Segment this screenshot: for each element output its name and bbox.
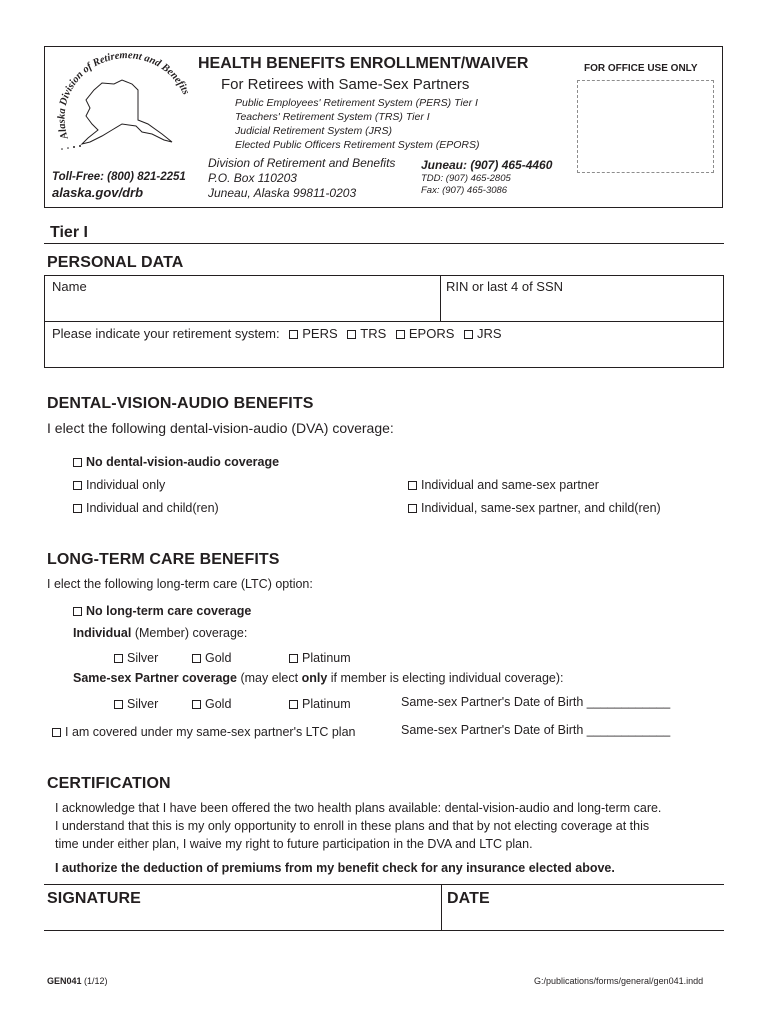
dva-heading: DENTAL-VISION-AUDIO BENEFITS	[47, 395, 314, 412]
partner-dob-field[interactable]: Same-sex Partner's Date of Birth ____________	[401, 695, 671, 709]
address-line: Division of Retirement and Benefits	[208, 156, 396, 170]
name-field[interactable]: Name	[52, 279, 87, 294]
dva-individual-partner-checkbox[interactable]: Individual and same-sex partner	[408, 478, 599, 492]
office-use-label: FOR OFFICE USE ONLY	[584, 63, 698, 74]
seal-text: Alaska Division of Retirement and Benefits	[56, 50, 192, 141]
alaska-seal-icon	[52, 50, 198, 152]
certification-line: time under either plan, I waive my right to future participation in the DVA and LTC plan.	[55, 837, 533, 851]
website: alaska.gov/drb	[52, 185, 144, 200]
checkbox-icon	[73, 481, 82, 490]
checkbox-icon	[73, 504, 82, 513]
system-line: Teachers' Retirement System (TRS) Tier I	[235, 111, 430, 123]
divider	[44, 884, 724, 885]
fax-number: Fax: (907) 465-3086	[421, 185, 508, 196]
retirement-system-row	[52, 326, 502, 341]
checkbox-icon	[347, 330, 356, 339]
trs-checkbox[interactable]: TRS	[347, 326, 386, 341]
checkbox-icon	[52, 728, 61, 737]
checkbox-icon	[192, 700, 201, 709]
ltc-intro: I elect the following long-term care (LTC) option:	[47, 577, 313, 591]
jrs-checkbox[interactable]: JRS	[464, 326, 502, 341]
checkbox-icon	[289, 700, 298, 709]
dva-individual-partner-child-checkbox[interactable]: Individual, same-sex partner, and child(ren)	[408, 501, 661, 515]
dva-no-coverage-checkbox[interactable]: No dental-vision-audio coverage	[73, 455, 279, 469]
form-id: GEN041 (1/12)	[47, 976, 108, 986]
checkbox-icon	[192, 654, 201, 663]
divider	[441, 884, 442, 930]
divider	[44, 243, 724, 244]
epors-checkbox[interactable]: EPORS	[396, 326, 455, 341]
ltc-individual-platinum-checkbox[interactable]: Platinum	[289, 651, 351, 665]
dva-individual-child-checkbox[interactable]: Individual and child(ren)	[73, 501, 219, 515]
pers-checkbox[interactable]: PERS	[289, 326, 337, 341]
system-line: Judicial Retirement System (JRS)	[235, 125, 392, 137]
ltc-heading: LONG-TERM CARE BENEFITS	[47, 551, 280, 568]
divider	[44, 930, 724, 931]
dva-intro: I elect the following dental-vision-audio (DVA) coverage:	[47, 420, 394, 436]
file-path: G:/publications/forms/general/gen041.indd	[534, 976, 704, 986]
ltc-individual-silver-checkbox[interactable]: Silver	[114, 651, 158, 665]
certification-line: I understand that this is my only opportunity to enroll in these plans and that by not electing coverage at this	[55, 819, 650, 833]
svg-text:Alaska Division of Retirement	[56, 50, 191, 141]
certification-heading: CERTIFICATION	[47, 775, 171, 792]
office-use-box	[577, 80, 714, 173]
personal-data-heading: PERSONAL DATA	[47, 254, 184, 271]
ltc-covered-under-checkbox[interactable]: I am covered under my same-sex partner's LTC plan	[52, 725, 355, 739]
checkbox-icon	[114, 654, 123, 663]
juneau-phone: Juneau: (907) 465-4460	[421, 158, 553, 172]
divider	[440, 275, 441, 321]
date-field[interactable]: DATE	[447, 890, 490, 907]
ltc-no-coverage-checkbox[interactable]: No long-term care coverage	[73, 604, 251, 618]
checkbox-icon	[289, 330, 298, 339]
checkbox-icon	[289, 654, 298, 663]
checkbox-icon	[408, 504, 417, 513]
checkbox-icon	[114, 700, 123, 709]
covered-dob-field[interactable]: Same-sex Partner's Date of Birth ____________	[401, 723, 671, 737]
address-line: Juneau, Alaska 99811-0203	[208, 186, 357, 200]
form-title: HEALTH BENEFITS ENROLLMENT/WAIVER	[198, 55, 529, 72]
ltc-partner-silver-checkbox[interactable]: Silver	[114, 697, 158, 711]
signature-field[interactable]: SIGNATURE	[47, 890, 141, 907]
ltc-partner-gold-checkbox[interactable]: Gold	[192, 697, 231, 711]
checkbox-icon	[73, 607, 82, 616]
retirement-system-prompt: Please indicate your retirement system:	[52, 326, 280, 341]
rin-field[interactable]: RIN or last 4 of SSN	[446, 279, 564, 294]
certification-line: I acknowledge that I have been offered the two health plans available: dental-vision-audio and long-term care.	[55, 801, 662, 815]
ltc-individual-gold-checkbox[interactable]: Gold	[192, 651, 231, 665]
checkbox-icon	[73, 458, 82, 467]
tier-label: Tier I	[50, 224, 88, 241]
form-subtitle: For Retirees with Same-Sex Partners	[221, 76, 470, 93]
toll-free: Toll-Free: (800) 821-2251	[52, 171, 186, 183]
divider	[44, 321, 724, 322]
ltc-individual-label: Individual (Member) coverage:	[73, 626, 248, 640]
authorize-statement: I authorize the deduction of premiums from my benefit check for any insurance elected above.	[55, 861, 615, 875]
tdd-phone: TDD: (907) 465-2805	[421, 173, 511, 184]
checkbox-icon	[464, 330, 473, 339]
ltc-partner-label: Same-sex Partner coverage (may elect only if member is electing individual coverage):	[73, 671, 564, 685]
checkbox-icon	[408, 481, 417, 490]
address-line: P.O. Box 110203	[208, 171, 297, 185]
ltc-partner-platinum-checkbox[interactable]: Platinum	[289, 697, 351, 711]
system-line: Elected Public Officers Retirement System (EPORS)	[235, 139, 480, 151]
system-line: Public Employees' Retirement System (PERS) Tier I	[235, 97, 478, 109]
dva-individual-checkbox[interactable]: Individual only	[73, 478, 165, 492]
checkbox-icon	[396, 330, 405, 339]
